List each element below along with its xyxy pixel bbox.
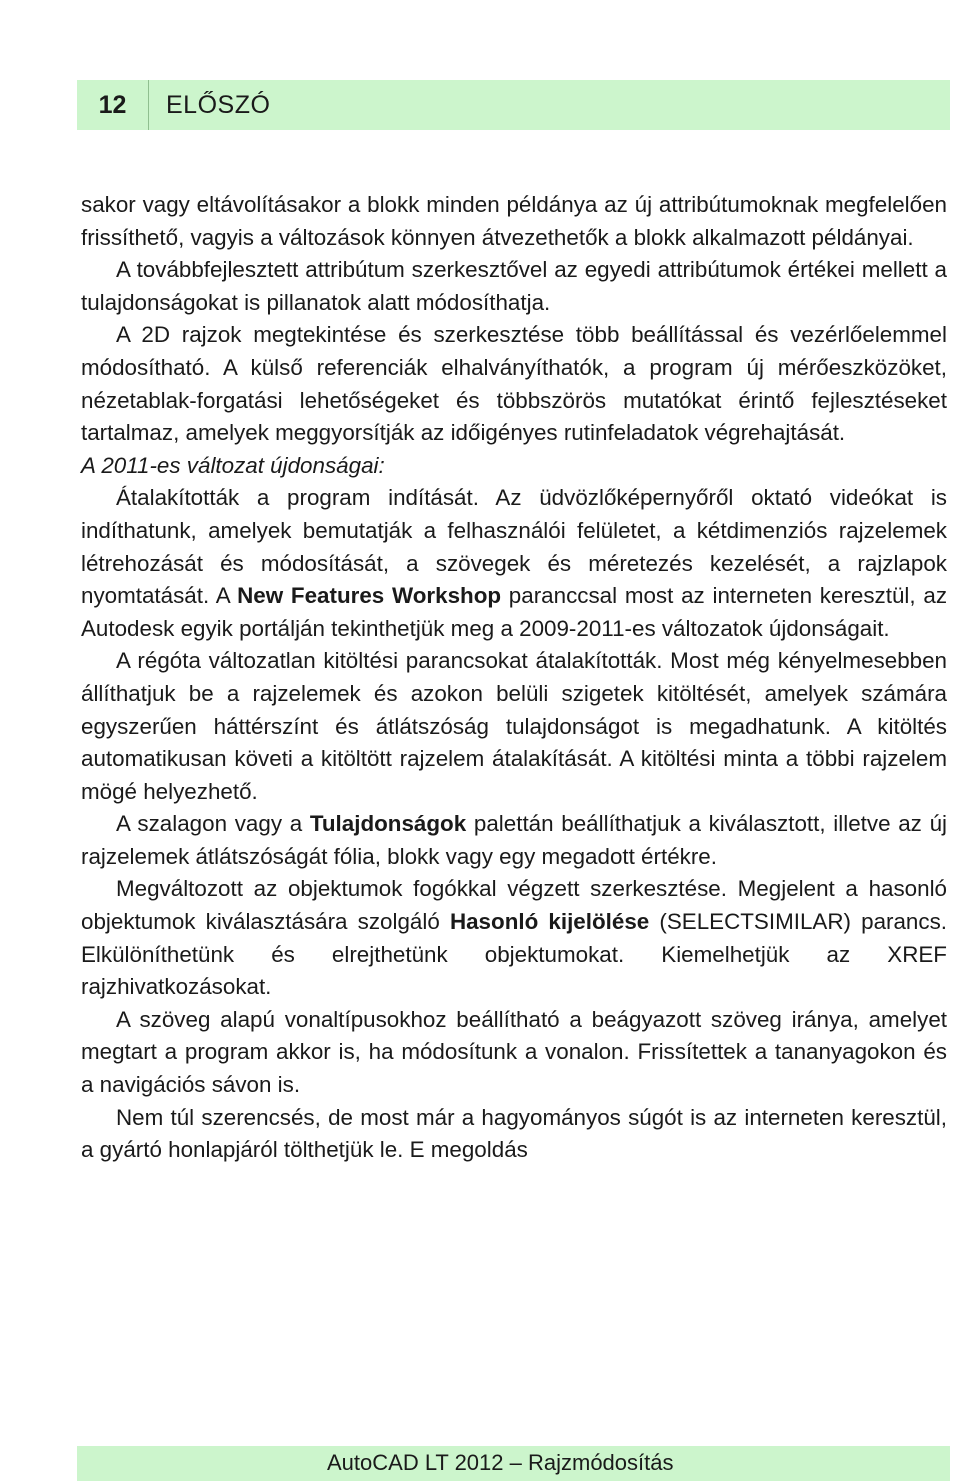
chapter-title: ELŐSZÓ [166,90,271,119]
bold-term: New Features Workshop [237,583,502,609]
text-run: palettán beállíthatjuk a kiválasztott, illetve az új rajzelemek átlátszóságát fólia, blokk vagy egy megadott értékre. [81,811,947,869]
paragraph [81,482,947,645]
footer-title: AutoCAD LT 2012 – Rajzmódosítás [327,1450,674,1475]
text-run: (SELECTSIMILAR) parancs. Elkülöníthetünk és elrejthetünk objektumokat. Kiemelhetjük az XREF rajzhivatkozásokat. [81,909,947,1000]
page-number: 12 [77,80,149,130]
page-footer [77,1446,950,1481]
section-subheading: A 2011-es változat újdonságai: [81,452,385,478]
bold-term: Tulajdonságok [309,811,467,837]
text-run: paranccsal most az interneten keresztül, az Autodesk egyik portálján tekinthetjük meg a 2009-2011-es változatok újdonságait. [81,583,948,641]
paragraph: Nem túl szerencsés, de most már a hagyományos súgót is az interneten keresztül, a gyártó honlapjáról tölthetjük le. E megoldás [81,1104,947,1163]
paragraph: A továbbfejlesztett attribútum szerkesztővel az egyedi attribútumok értékei mellett a tulajdonságokat is pillanatok alatt módosíthatja. [81,257,947,315]
text-run: Átalakították a program indítását. Az üdvözlőképernyőről oktató videókat is indíthatunk, amelyek bemutatják a felhasználói felületet, a kétdimenziós rajzelemek létrehozását és módosítását, a szövegek és méretezés kezelését, a rajzlapok nyomtatását. A [81,485,947,609]
paragraph: sakor vagy eltávolításakor a blokk minden példánya az új attribútumoknak megfelelően frissíthető, vagyis a változások könnyen átvezethetők a blokk alkalmazott példányai. [81,192,947,250]
paragraph: A szöveg alapú vonaltípusokhoz beállítható a beágyazott szöveg iránya, amelyet megtart a program akkor is, ha módosítunk a vonalon. Frissítettek a tananyagokon és a navigációs sávon is. [81,1006,947,1098]
paragraph: A 2D rajzok megtekintése és szerkesztése több beállítással és vezérlőelemmel módosítható. A külső referenciák elhalványíthatók, a program új mérőeszközöket, nézetablak-forgatási lehetőségeket és többszörös mutatókat érintő fejlesztéseket tartalmaz, amelyek meggyorsítják az időigényes rutinfeladatok végrehajtását. [81,322,947,446]
body-text [81,189,947,1167]
text-run: Megváltozott az objektumok fogókkal végzett szerkesztése. Megjelent a hasonló objektumok kiválasztására szolgáló [81,876,947,935]
paragraph: A régóta változatlan kitöltési parancsokat átalakították. Most még kényelmesebben állíthatjuk be a rajzelemek és azokon belüli szigetek kitöltését, amelyek számára egyszerűen háttérszínt és átlátszóság tulajdonságot is megadhatunk. A kitöltés automatikusan követi a kitöltött rajzelem átalakítását. A kitöltési minta a többi rajzelem mögé helyezhető. [81,648,947,804]
text-run: A szalagon vagy a [116,811,310,837]
page-header [77,80,950,130]
paragraph [81,808,947,873]
paragraph [81,873,947,1003]
bold-term: Hasonló kijelölése [449,909,650,935]
